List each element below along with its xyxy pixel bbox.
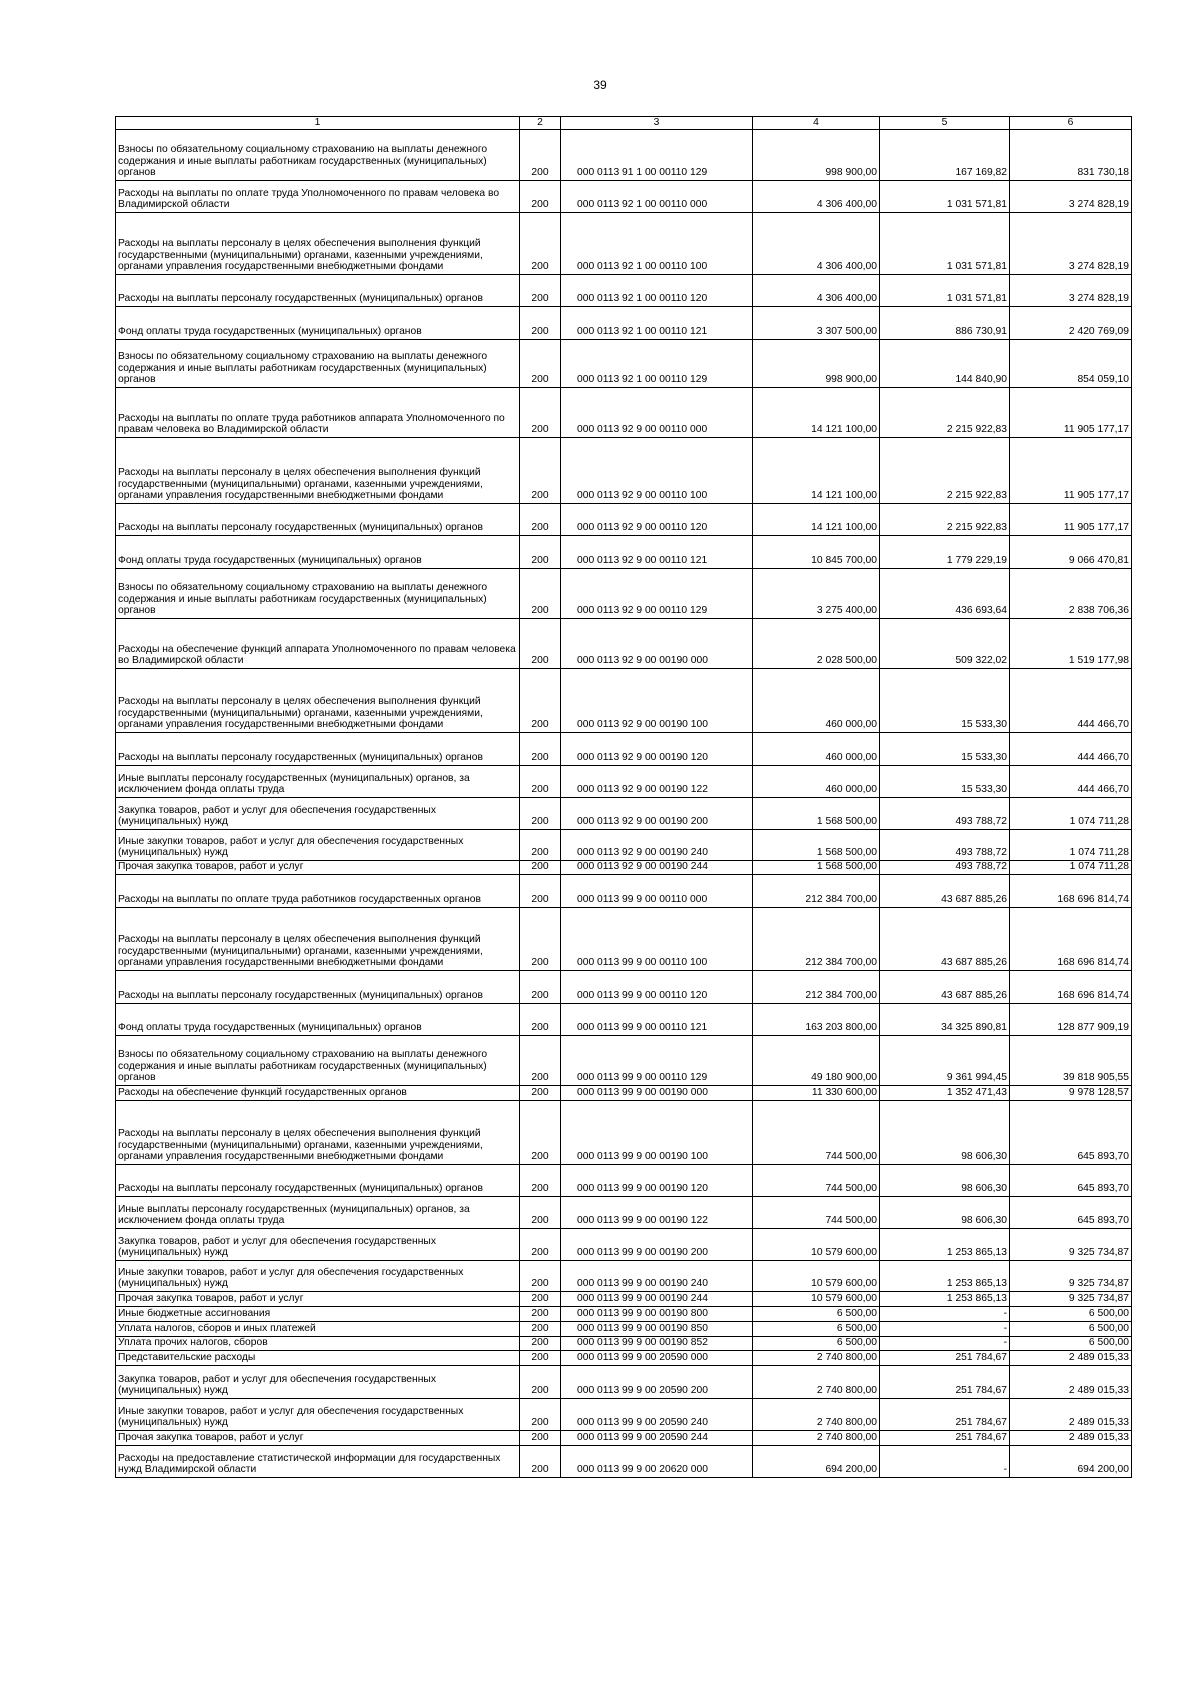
row-executed-cell: 251 784,67 — [880, 1366, 1010, 1399]
row-approved-cell: 460 000,00 — [753, 766, 880, 798]
row-classification-cell: 000 0113 92 9 00 00190 000 — [561, 619, 753, 669]
row-name-cell: Взносы по обязательному социальному страхованию на выплаты денежного содержания и иные выплаты работникам государственных (муниципальных) органов — [116, 340, 520, 388]
row-unexecuted-cell: 3 274 828,19 — [1010, 275, 1132, 307]
row-code-cell: 200 — [520, 875, 561, 908]
table-row — [116, 130, 1132, 181]
row-code-cell: 200 — [520, 504, 561, 536]
row-unexecuted-cell: 1 074 711,28 — [1010, 861, 1132, 875]
row-code-cell: 200 — [520, 1446, 561, 1478]
row-executed-cell: 493 788,72 — [880, 830, 1010, 861]
row-approved-cell: 1 568 500,00 — [753, 830, 880, 861]
row-executed-cell: 34 325 890,81 — [880, 1004, 1010, 1036]
row-classification-cell: 000 0113 92 9 00 00190 200 — [561, 798, 753, 830]
row-executed-cell: 15 533,30 — [880, 733, 1010, 766]
row-classification-cell: 000 0113 99 9 00 00190 800 — [561, 1307, 753, 1322]
row-approved-cell: 460 000,00 — [753, 669, 880, 733]
row-approved-cell: 2 740 800,00 — [753, 1431, 880, 1446]
row-name-cell: Взносы по обязательному социальному страхованию на выплаты денежного содержания и иные выплаты работникам государственных (муниципальных) органов — [116, 569, 520, 619]
row-approved-cell: 460 000,00 — [753, 733, 880, 766]
row-classification-cell: 000 0113 92 1 00 00110 129 — [561, 340, 753, 388]
row-code-cell: 200 — [520, 1307, 561, 1322]
row-executed-cell: 15 533,30 — [880, 669, 1010, 733]
row-name-cell: Прочая закупка товаров, работ и услуг — [116, 861, 520, 875]
row-code-cell: 200 — [520, 798, 561, 830]
row-executed-cell: 98 606,30 — [880, 1101, 1010, 1165]
row-approved-cell: 4 306 400,00 — [753, 275, 880, 307]
row-classification-cell: 000 0113 92 9 00 00110 000 — [561, 388, 753, 438]
row-code-cell: 200 — [520, 307, 561, 340]
row-name-cell: Прочая закупка товаров, работ и услуг — [116, 1431, 520, 1446]
table-row — [116, 861, 1132, 875]
row-executed-cell: 251 784,67 — [880, 1431, 1010, 1446]
row-unexecuted-cell: 168 696 814,74 — [1010, 908, 1132, 971]
row-approved-cell: 998 900,00 — [753, 340, 880, 388]
row-name-cell: Иные закупки товаров, работ и услуг для обеспечения государственных (муниципальных) нужд — [116, 1399, 520, 1431]
row-classification-cell: 000 0113 99 9 00 00110 100 — [561, 908, 753, 971]
row-approved-cell: 10 845 700,00 — [753, 536, 880, 569]
row-name-cell: Расходы на обеспечение функций аппарата Уполномоченного по правам человека во Владимирской области — [116, 619, 520, 669]
row-approved-cell: 3 275 400,00 — [753, 569, 880, 619]
row-code-cell: 200 — [520, 1086, 561, 1101]
row-unexecuted-cell: 1 074 711,28 — [1010, 830, 1132, 861]
table-row — [116, 1292, 1132, 1307]
row-name-cell: Расходы на выплаты персоналу государственных (муниципальных) органов — [116, 504, 520, 536]
row-code-cell: 200 — [520, 388, 561, 438]
row-classification-cell: 000 0113 99 9 00 00190 122 — [561, 1197, 753, 1229]
table-row — [116, 536, 1132, 569]
row-code-cell: 200 — [520, 733, 561, 766]
table-row — [116, 388, 1132, 438]
row-code-cell: 200 — [520, 130, 561, 181]
row-code-cell: 200 — [520, 1337, 561, 1351]
row-unexecuted-cell: 645 893,70 — [1010, 1197, 1132, 1229]
row-classification-cell: 000 0113 92 9 00 00110 100 — [561, 438, 753, 504]
table-row — [116, 1366, 1132, 1399]
row-name-cell: Фонд оплаты труда государственных (муниципальных) органов — [116, 1004, 520, 1036]
row-code-cell: 200 — [520, 1366, 561, 1399]
row-executed-cell: 43 687 885,26 — [880, 875, 1010, 908]
row-unexecuted-cell: 9 325 734,87 — [1010, 1261, 1132, 1292]
row-unexecuted-cell: 11 905 177,17 — [1010, 504, 1132, 536]
table-row — [116, 1261, 1132, 1292]
row-unexecuted-cell: 444 466,70 — [1010, 669, 1132, 733]
row-name-cell: Расходы на выплаты по оплате труда Уполномоченного по правам человека во Владимирской области — [116, 181, 520, 213]
row-classification-cell: 000 0113 92 1 00 00110 100 — [561, 213, 753, 275]
row-unexecuted-cell: 645 893,70 — [1010, 1101, 1132, 1165]
row-code-cell: 200 — [520, 1101, 561, 1165]
row-executed-cell: 98 606,30 — [880, 1197, 1010, 1229]
row-code-cell: 200 — [520, 1229, 561, 1261]
row-code-cell: 200 — [520, 619, 561, 669]
row-unexecuted-cell: 645 893,70 — [1010, 1165, 1132, 1197]
row-code-cell: 200 — [520, 1322, 561, 1337]
row-approved-cell: 694 200,00 — [753, 1446, 880, 1478]
row-name-cell: Расходы на выплаты персоналу государственных (муниципальных) органов — [116, 1165, 520, 1197]
table-row — [116, 1086, 1132, 1101]
row-classification-cell: 000 0113 99 9 00 20590 200 — [561, 1366, 753, 1399]
row-name-cell: Фонд оплаты труда государственных (муниципальных) органов — [116, 307, 520, 340]
row-classification-cell: 000 0113 92 1 00 00110 121 — [561, 307, 753, 340]
row-executed-cell: 1 779 229,19 — [880, 536, 1010, 569]
row-executed-cell: 509 322,02 — [880, 619, 1010, 669]
table-row — [116, 307, 1132, 340]
row-executed-cell: 251 784,67 — [880, 1399, 1010, 1431]
row-classification-cell: 000 0113 92 9 00 00190 244 — [561, 861, 753, 875]
row-unexecuted-cell: 2 489 015,33 — [1010, 1431, 1132, 1446]
header-col-6: 6 — [1010, 117, 1132, 130]
row-name-cell: Иные выплаты персоналу государственных (муниципальных) органов, за исключением фонда оплаты труда — [116, 766, 520, 798]
row-approved-cell: 2 740 800,00 — [753, 1351, 880, 1366]
row-approved-cell: 212 384 700,00 — [753, 971, 880, 1004]
row-approved-cell: 10 579 600,00 — [753, 1292, 880, 1307]
row-executed-cell: 9 361 994,45 — [880, 1036, 1010, 1086]
table-row — [116, 908, 1132, 971]
row-approved-cell: 6 500,00 — [753, 1337, 880, 1351]
row-classification-cell: 000 0113 99 9 00 00190 852 — [561, 1337, 753, 1351]
row-unexecuted-cell: 3 274 828,19 — [1010, 213, 1132, 275]
header-col-4: 4 — [753, 117, 880, 130]
row-name-cell: Закупка товаров, работ и услуг для обеспечения государственных (муниципальных) нужд — [116, 1229, 520, 1261]
row-approved-cell: 49 180 900,00 — [753, 1036, 880, 1086]
row-unexecuted-cell: 6 500,00 — [1010, 1322, 1132, 1337]
table-row — [116, 1004, 1132, 1036]
row-unexecuted-cell: 168 696 814,74 — [1010, 875, 1132, 908]
row-name-cell: Расходы на выплаты персоналу в целях обеспечения выполнения функций государственными (муниципальными) органами, казенными учреждениями, органами управления государственными внебюджетными фондами — [116, 213, 520, 275]
row-approved-cell: 6 500,00 — [753, 1307, 880, 1322]
header-col-5: 5 — [880, 117, 1010, 130]
row-code-cell: 200 — [520, 438, 561, 504]
row-executed-cell: 43 687 885,26 — [880, 908, 1010, 971]
row-name-cell: Расходы на выплаты персоналу в целях обеспечения выполнения функций государственными (муниципальными) органами, казенными учреждениями, органами управления государственными внебюджетными фондами — [116, 908, 520, 971]
row-code-cell: 200 — [520, 1197, 561, 1229]
row-classification-cell: 000 0113 92 9 00 00190 120 — [561, 733, 753, 766]
header-col-2: 2 — [520, 117, 561, 130]
row-classification-cell: 000 0113 92 9 00 00190 100 — [561, 669, 753, 733]
row-code-cell: 200 — [520, 1292, 561, 1307]
table-row — [116, 1351, 1132, 1366]
row-code-cell: 200 — [520, 669, 561, 733]
row-executed-cell: 1 253 865,13 — [880, 1292, 1010, 1307]
row-classification-cell: 000 0113 99 9 00 00110 129 — [561, 1036, 753, 1086]
row-classification-cell: 000 0113 92 9 00 00110 129 — [561, 569, 753, 619]
row-executed-cell: 1 253 865,13 — [880, 1229, 1010, 1261]
row-name-cell: Расходы на выплаты персоналу государственных (муниципальных) органов — [116, 971, 520, 1004]
row-name-cell: Расходы на выплаты персоналу в целях обеспечения выполнения функций государственными (муниципальными) органами, казенными учреждениями, органами управления государственными внебюджетными фондами — [116, 438, 520, 504]
row-code-cell: 200 — [520, 1399, 561, 1431]
row-classification-cell: 000 0113 99 9 00 20590 240 — [561, 1399, 753, 1431]
row-code-cell: 200 — [520, 766, 561, 798]
row-classification-cell: 000 0113 92 9 00 00190 240 — [561, 830, 753, 861]
row-unexecuted-cell: 6 500,00 — [1010, 1307, 1132, 1322]
table-row — [116, 1399, 1132, 1431]
row-executed-cell: 1 031 571,81 — [880, 213, 1010, 275]
row-executed-cell: 886 730,91 — [880, 307, 1010, 340]
table-header-row — [116, 117, 1132, 130]
row-code-cell: 200 — [520, 536, 561, 569]
row-name-cell: Закупка товаров, работ и услуг для обеспечения государственных (муниципальных) нужд — [116, 798, 520, 830]
page-number: 39 — [593, 78, 607, 92]
row-classification-cell: 000 0113 99 9 00 00110 121 — [561, 1004, 753, 1036]
row-classification-cell: 000 0113 92 9 00 00190 122 — [561, 766, 753, 798]
row-unexecuted-cell: 39 818 905,55 — [1010, 1036, 1132, 1086]
table-row — [116, 340, 1132, 388]
row-approved-cell: 3 307 500,00 — [753, 307, 880, 340]
row-executed-cell: 1 031 571,81 — [880, 181, 1010, 213]
row-unexecuted-cell: 2 420 769,09 — [1010, 307, 1132, 340]
row-approved-cell: 2 028 500,00 — [753, 619, 880, 669]
header-col-1: 1 — [116, 117, 520, 130]
row-unexecuted-cell: 11 905 177,17 — [1010, 388, 1132, 438]
table-row — [116, 619, 1132, 669]
row-approved-cell: 14 121 100,00 — [753, 388, 880, 438]
row-code-cell: 200 — [520, 830, 561, 861]
row-unexecuted-cell: 2 838 706,36 — [1010, 569, 1132, 619]
row-unexecuted-cell: 9 066 470,81 — [1010, 536, 1132, 569]
row-executed-cell: 493 788,72 — [880, 861, 1010, 875]
row-name-cell: Закупка товаров, работ и услуг для обеспечения государственных (муниципальных) нужд — [116, 1366, 520, 1399]
row-executed-cell: 98 606,30 — [880, 1165, 1010, 1197]
row-classification-cell: 000 0113 91 1 00 00110 129 — [561, 130, 753, 181]
row-classification-cell: 000 0113 92 1 00 00110 120 — [561, 275, 753, 307]
row-unexecuted-cell: 854 059,10 — [1010, 340, 1132, 388]
row-name-cell: Расходы на выплаты по оплате труда работников аппарата Уполномоченного по правам человека во Владимирской области — [116, 388, 520, 438]
row-approved-cell: 2 740 800,00 — [753, 1399, 880, 1431]
row-executed-cell: 144 840,90 — [880, 340, 1010, 388]
row-code-cell: 200 — [520, 275, 561, 307]
row-executed-cell: 2 215 922,83 — [880, 438, 1010, 504]
header-col-3: 3 — [561, 117, 753, 130]
row-classification-cell: 000 0113 99 9 00 00190 240 — [561, 1261, 753, 1292]
row-classification-cell: 000 0113 92 9 00 00110 120 — [561, 504, 753, 536]
row-code-cell: 200 — [520, 1165, 561, 1197]
row-executed-cell: - — [880, 1307, 1010, 1322]
row-executed-cell: 251 784,67 — [880, 1351, 1010, 1366]
row-name-cell: Расходы на выплаты персоналу в целях обеспечения выполнения функций государственными (муниципальными) органами, казенными учреждениями, органами управления государственными внебюджетными фондами — [116, 669, 520, 733]
row-executed-cell: 493 788,72 — [880, 798, 1010, 830]
row-classification-cell: 000 0113 99 9 00 00190 120 — [561, 1165, 753, 1197]
row-name-cell: Расходы на предоставление статистической информации для государственных нужд Владимирской области — [116, 1446, 520, 1478]
row-executed-cell: - — [880, 1337, 1010, 1351]
row-code-cell: 200 — [520, 569, 561, 619]
row-executed-cell: 1 253 865,13 — [880, 1261, 1010, 1292]
table-row — [116, 1101, 1132, 1165]
row-classification-cell: 000 0113 99 9 00 00190 000 — [561, 1086, 753, 1101]
row-name-cell: Прочая закупка товаров, работ и услуг — [116, 1292, 520, 1307]
row-unexecuted-cell: 2 489 015,33 — [1010, 1351, 1132, 1366]
row-name-cell: Уплата прочих налогов, сборов — [116, 1337, 520, 1351]
table-row — [116, 971, 1132, 1004]
row-unexecuted-cell: 9 978 128,57 — [1010, 1086, 1132, 1101]
row-approved-cell: 2 740 800,00 — [753, 1366, 880, 1399]
row-code-cell: 200 — [520, 1431, 561, 1446]
row-name-cell: Фонд оплаты труда государственных (муниципальных) органов — [116, 536, 520, 569]
row-executed-cell: 1 352 471,43 — [880, 1086, 1010, 1101]
row-classification-cell: 000 0113 99 9 00 00190 100 — [561, 1101, 753, 1165]
table-row — [116, 504, 1132, 536]
row-code-cell: 200 — [520, 1351, 561, 1366]
row-classification-cell: 000 0113 92 1 00 00110 000 — [561, 181, 753, 213]
row-name-cell: Расходы на обеспечение функций государственных органов — [116, 1086, 520, 1101]
row-name-cell: Иные закупки товаров, работ и услуг для обеспечения государственных (муниципальных) нужд — [116, 1261, 520, 1292]
row-name-cell: Расходы на выплаты по оплате труда работников государственных органов — [116, 875, 520, 908]
row-approved-cell: 4 306 400,00 — [753, 213, 880, 275]
row-unexecuted-cell: 2 489 015,33 — [1010, 1366, 1132, 1399]
table-row — [116, 1229, 1132, 1261]
row-approved-cell: 10 579 600,00 — [753, 1229, 880, 1261]
row-classification-cell: 000 0113 99 9 00 00190 200 — [561, 1229, 753, 1261]
row-unexecuted-cell: 9 325 734,87 — [1010, 1229, 1132, 1261]
row-classification-cell: 000 0113 99 9 00 00110 120 — [561, 971, 753, 1004]
row-code-cell: 200 — [520, 1261, 561, 1292]
row-classification-cell: 000 0113 99 9 00 00110 000 — [561, 875, 753, 908]
row-classification-cell: 000 0113 99 9 00 20590 000 — [561, 1351, 753, 1366]
row-unexecuted-cell: 3 274 828,19 — [1010, 181, 1132, 213]
row-name-cell: Уплата налогов, сборов и иных платежей — [116, 1322, 520, 1337]
row-executed-cell: 167 169,82 — [880, 130, 1010, 181]
row-unexecuted-cell: 9 325 734,87 — [1010, 1292, 1132, 1307]
row-code-cell: 200 — [520, 908, 561, 971]
row-executed-cell: 43 687 885,26 — [880, 971, 1010, 1004]
row-classification-cell: 000 0113 99 9 00 20620 000 — [561, 1446, 753, 1478]
row-executed-cell: 2 215 922,83 — [880, 504, 1010, 536]
row-unexecuted-cell: 1 074 711,28 — [1010, 798, 1132, 830]
table-row — [116, 798, 1132, 830]
row-executed-cell: - — [880, 1446, 1010, 1478]
table-row — [116, 1165, 1132, 1197]
row-name-cell: Иные бюджетные ассигнования — [116, 1307, 520, 1322]
row-code-cell: 200 — [520, 971, 561, 1004]
row-executed-cell: 2 215 922,83 — [880, 388, 1010, 438]
row-unexecuted-cell: 444 466,70 — [1010, 733, 1132, 766]
row-approved-cell: 4 306 400,00 — [753, 181, 880, 213]
row-name-cell: Расходы на выплаты персоналу государственных (муниципальных) органов — [116, 275, 520, 307]
row-approved-cell: 14 121 100,00 — [753, 438, 880, 504]
table-row — [116, 181, 1132, 213]
row-approved-cell: 6 500,00 — [753, 1322, 880, 1337]
row-unexecuted-cell: 444 466,70 — [1010, 766, 1132, 798]
row-unexecuted-cell: 694 200,00 — [1010, 1446, 1132, 1478]
row-code-cell: 200 — [520, 181, 561, 213]
row-unexecuted-cell: 1 519 177,98 — [1010, 619, 1132, 669]
table-row — [116, 875, 1132, 908]
table-row — [116, 669, 1132, 733]
row-executed-cell: 1 031 571,81 — [880, 275, 1010, 307]
row-code-cell: 200 — [520, 861, 561, 875]
row-unexecuted-cell: 6 500,00 — [1010, 1337, 1132, 1351]
row-approved-cell: 998 900,00 — [753, 130, 880, 181]
table-row — [116, 1197, 1132, 1229]
row-code-cell: 200 — [520, 213, 561, 275]
row-name-cell: Представительские расходы — [116, 1351, 520, 1366]
row-code-cell: 200 — [520, 1036, 561, 1086]
table-row — [116, 275, 1132, 307]
row-classification-cell: 000 0113 99 9 00 00190 850 — [561, 1322, 753, 1337]
row-approved-cell: 212 384 700,00 — [753, 875, 880, 908]
table-row — [116, 830, 1132, 861]
row-name-cell: Взносы по обязательному социальному страхованию на выплаты денежного содержания и иные выплаты работникам государственных (муниципальных) органов — [116, 130, 520, 181]
table-row — [116, 213, 1132, 275]
row-executed-cell: 436 693,64 — [880, 569, 1010, 619]
row-approved-cell: 1 568 500,00 — [753, 861, 880, 875]
row-name-cell: Иные закупки товаров, работ и услуг для обеспечения государственных (муниципальных) нужд — [116, 830, 520, 861]
table-row — [116, 1446, 1132, 1478]
row-unexecuted-cell: 168 696 814,74 — [1010, 971, 1132, 1004]
row-name-cell: Взносы по обязательному социальному страхованию на выплаты денежного содержания и иные выплаты работникам государственных (муниципальных) органов — [116, 1036, 520, 1086]
row-classification-cell: 000 0113 92 9 00 00110 121 — [561, 536, 753, 569]
row-name-cell: Иные выплаты персоналу государственных (муниципальных) органов, за исключением фонда оплаты труда — [116, 1197, 520, 1229]
row-code-cell: 200 — [520, 1004, 561, 1036]
table-row — [116, 1036, 1132, 1086]
row-approved-cell: 212 384 700,00 — [753, 908, 880, 971]
table-row — [116, 569, 1132, 619]
row-unexecuted-cell: 128 877 909,19 — [1010, 1004, 1132, 1036]
table-row — [116, 1431, 1132, 1446]
table-row — [116, 1307, 1132, 1322]
row-classification-cell: 000 0113 99 9 00 20590 244 — [561, 1431, 753, 1446]
row-executed-cell: 15 533,30 — [880, 766, 1010, 798]
row-approved-cell: 10 579 600,00 — [753, 1261, 880, 1292]
row-classification-cell: 000 0113 99 9 00 00190 244 — [561, 1292, 753, 1307]
row-approved-cell: 163 203 800,00 — [753, 1004, 880, 1036]
row-name-cell: Расходы на выплаты персоналу государственных (муниципальных) органов — [116, 733, 520, 766]
row-approved-cell: 744 500,00 — [753, 1165, 880, 1197]
table-row — [116, 1337, 1132, 1351]
row-unexecuted-cell: 2 489 015,33 — [1010, 1399, 1132, 1431]
row-approved-cell: 744 500,00 — [753, 1101, 880, 1165]
row-unexecuted-cell: 11 905 177,17 — [1010, 438, 1132, 504]
row-approved-cell: 14 121 100,00 — [753, 504, 880, 536]
table-row — [116, 1322, 1132, 1337]
table-row — [116, 733, 1132, 766]
row-approved-cell: 1 568 500,00 — [753, 798, 880, 830]
row-name-cell: Расходы на выплаты персоналу в целях обеспечения выполнения функций государственными (муниципальными) органами, казенными учреждениями, органами управления государственными внебюджетными фондами — [116, 1101, 520, 1165]
row-approved-cell: 11 330 600,00 — [753, 1086, 880, 1101]
row-approved-cell: 744 500,00 — [753, 1197, 880, 1229]
row-unexecuted-cell: 831 730,18 — [1010, 130, 1132, 181]
row-code-cell: 200 — [520, 340, 561, 388]
row-executed-cell: - — [880, 1322, 1010, 1337]
budget-table — [115, 116, 1132, 1478]
table-row — [116, 766, 1132, 798]
table-row — [116, 438, 1132, 504]
